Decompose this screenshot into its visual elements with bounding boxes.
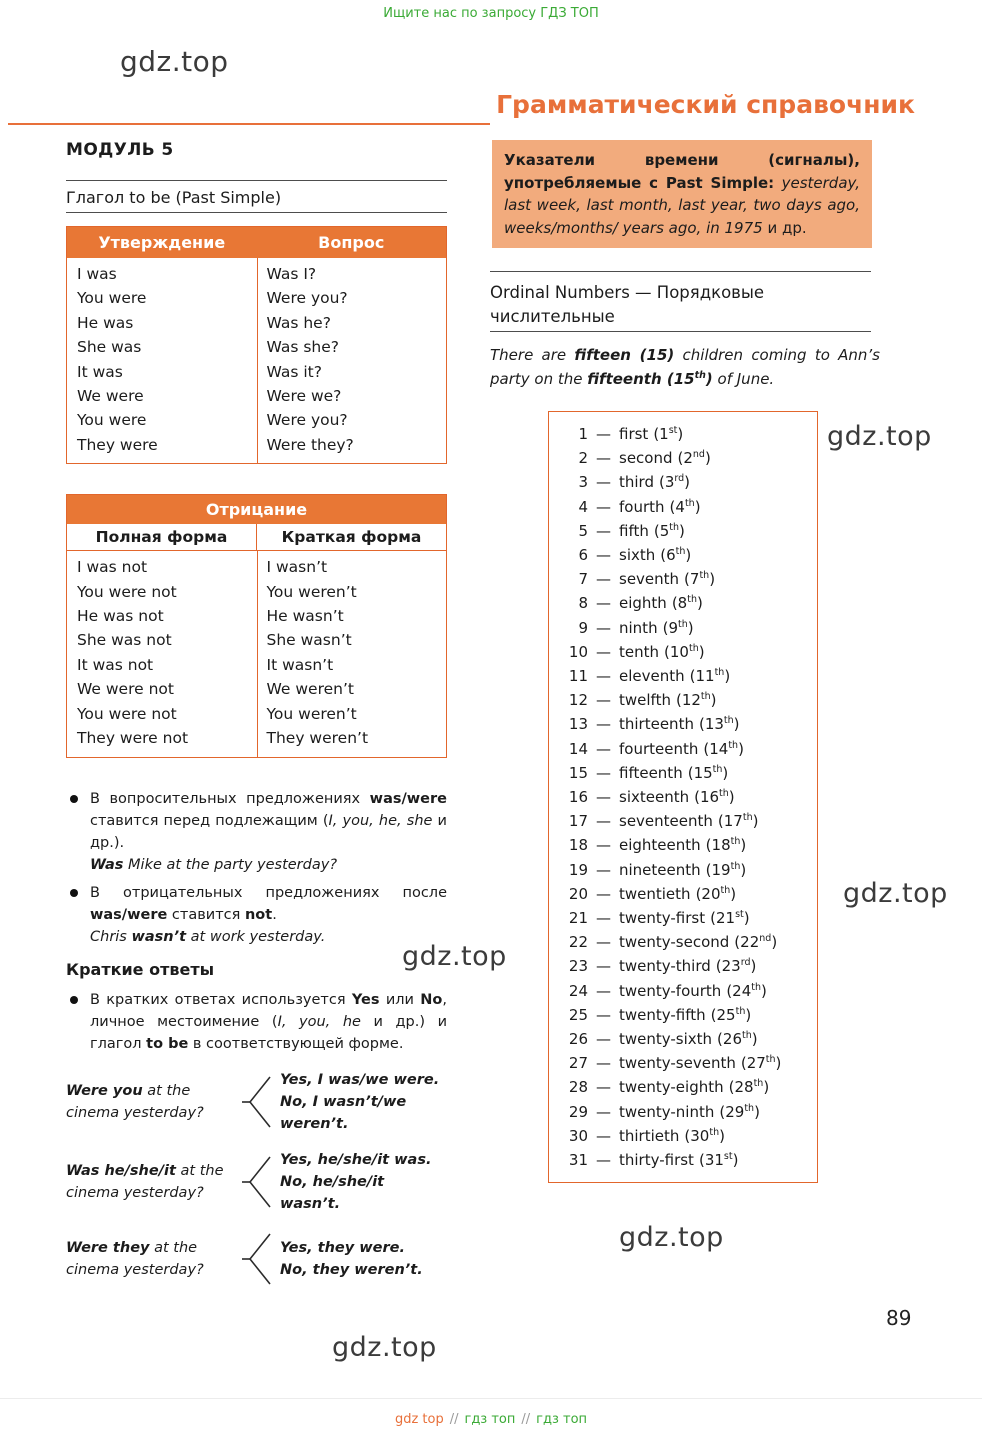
note-negations bbox=[66, 882, 447, 948]
ordinal-item bbox=[562, 954, 805, 978]
ordinal-number: 23 bbox=[568, 957, 588, 976]
module-title: МОДУЛЬ 5 bbox=[66, 140, 174, 160]
short-form-cell: We weren’t bbox=[266, 680, 354, 699]
short-form-cell: You weren’t bbox=[266, 582, 357, 601]
watermark-gdz-right-2: gdz.top bbox=[843, 878, 948, 909]
page-title: Грамматический справочник bbox=[496, 90, 915, 119]
qa-block-you bbox=[66, 1069, 447, 1135]
ordinal-item bbox=[562, 906, 805, 930]
ordinal-number: 5 bbox=[578, 521, 588, 540]
bullet-icon bbox=[70, 889, 78, 897]
ordinal-item bbox=[562, 1148, 805, 1172]
dash: — bbox=[596, 812, 611, 831]
ordinal-item bbox=[562, 446, 805, 470]
qa-block-they bbox=[66, 1229, 447, 1289]
table-subheader-row bbox=[67, 524, 446, 551]
dash: — bbox=[596, 957, 611, 976]
ordinal-word: eighth (8th) bbox=[619, 594, 703, 613]
dash: — bbox=[596, 715, 611, 734]
ordinal-word: twenty-second (22nd) bbox=[619, 933, 778, 952]
section-title: Глагол to be (Past Simple) bbox=[66, 188, 282, 207]
ordinal-item bbox=[562, 761, 805, 785]
dash: — bbox=[596, 473, 611, 492]
ordinal-number: 21 bbox=[568, 909, 588, 928]
statement-cell: You were bbox=[77, 289, 147, 308]
ordinal-item bbox=[562, 737, 805, 761]
divider-line bbox=[490, 331, 871, 332]
note-text: В кратких ответах используется Yes или No, личное местоимение (I, you, he и др.) и глагол to be в соответствующей форме. bbox=[90, 991, 448, 1052]
dash: — bbox=[596, 1126, 611, 1145]
brace-icon bbox=[242, 1072, 272, 1132]
negation-table-body bbox=[67, 551, 446, 756]
ordinal-word: sixteenth (16th) bbox=[619, 788, 735, 807]
ordinal-word: twentieth (20th) bbox=[619, 884, 737, 903]
ordinal-item bbox=[562, 470, 805, 494]
watermark-gdz-bottom-mid: gdz.top bbox=[619, 1222, 724, 1253]
ordinal-number: 12 bbox=[568, 691, 588, 710]
footer-link-gdz-top[interactable]: gdz top bbox=[394, 1412, 444, 1427]
ordinal-item bbox=[562, 567, 805, 591]
dash: — bbox=[596, 860, 611, 879]
ordinal-item bbox=[562, 422, 805, 446]
ordinal-number: 11 bbox=[568, 667, 588, 686]
dash: — bbox=[596, 1054, 611, 1073]
ordinal-number: 10 bbox=[568, 642, 588, 661]
ordinal-word: fifteenth (15th) bbox=[619, 763, 729, 782]
ordinal-item bbox=[562, 1124, 805, 1148]
ordinal-item bbox=[562, 495, 805, 519]
ordinal-word: fourth (4th) bbox=[619, 497, 701, 516]
ordinal-item bbox=[562, 1051, 805, 1075]
footer-links bbox=[0, 1412, 982, 1427]
dash: — bbox=[596, 1005, 611, 1024]
dash: — bbox=[596, 981, 611, 1000]
ordinal-word: twelfth (12th) bbox=[619, 691, 717, 710]
dash: — bbox=[596, 1102, 611, 1121]
dash: — bbox=[596, 739, 611, 758]
short-answers-title: Краткие ответы bbox=[66, 959, 215, 979]
dash: — bbox=[596, 763, 611, 782]
ordinal-item bbox=[562, 688, 805, 712]
ordinal-word: seventh (7th) bbox=[619, 570, 716, 589]
statement-question-table bbox=[66, 226, 447, 464]
ordinal-word: ninth (9th) bbox=[619, 618, 694, 637]
footer-separator: // bbox=[449, 1412, 459, 1427]
short-form-cell: You weren’t bbox=[266, 704, 357, 723]
ordinal-number: 24 bbox=[568, 981, 588, 1000]
question-text: Were they at the cinema yesterday? bbox=[66, 1239, 204, 1278]
ordinal-number: 31 bbox=[568, 1151, 588, 1170]
full-form-cell: He was not bbox=[77, 607, 164, 626]
ordinal-item bbox=[562, 664, 805, 688]
bullet-icon bbox=[70, 795, 78, 803]
dash: — bbox=[596, 449, 611, 468]
ordinal-item bbox=[562, 591, 805, 615]
watermark-gdz-right-1: gdz.top bbox=[827, 421, 932, 452]
watermark-gdz-center: gdz.top bbox=[402, 941, 507, 972]
qa-block-he-she-it bbox=[66, 1149, 447, 1215]
column-divider bbox=[257, 258, 259, 463]
ordinal-number: 26 bbox=[568, 1030, 588, 1049]
divider-line bbox=[66, 212, 447, 213]
ordinal-word: eleventh (11th) bbox=[619, 667, 731, 686]
question-cell: Was he? bbox=[266, 313, 331, 332]
dash: — bbox=[596, 884, 611, 903]
full-form-cell: You were not bbox=[77, 582, 177, 601]
question-cell: Was she? bbox=[266, 338, 339, 357]
brace-icon bbox=[242, 1152, 272, 1212]
ordinal-item bbox=[562, 858, 805, 882]
ordinal-item bbox=[562, 640, 805, 664]
ordinal-number: 1 bbox=[578, 425, 588, 443]
statement-cell: It was bbox=[77, 362, 123, 381]
column-header-full-form: Полная форма bbox=[67, 524, 257, 550]
ordinal-numbers-heading: Ordinal Numbers — Порядковые числительные bbox=[490, 283, 765, 326]
column-header-short-form: Краткая форма bbox=[281, 528, 422, 547]
question-text: Was he/she/it at the cinema yesterday? bbox=[66, 1162, 224, 1201]
question-cell: Were you? bbox=[266, 411, 348, 430]
ordinal-word: nineteenth (19th) bbox=[619, 860, 747, 879]
footer-divider bbox=[0, 1398, 982, 1399]
ordinal-number: 8 bbox=[578, 594, 588, 613]
footer-link-gdz-top-ru-2[interactable]: гдз топ bbox=[536, 1412, 588, 1427]
ordinal-word: second (2nd) bbox=[619, 449, 711, 468]
note-questions bbox=[66, 788, 447, 876]
note-short-answers bbox=[66, 989, 447, 1055]
full-form-cell: You were not bbox=[77, 704, 177, 723]
ordinal-word: thirty-first (31st) bbox=[619, 1151, 739, 1170]
full-form-cell: It was not bbox=[77, 655, 154, 674]
grammar-notes bbox=[66, 788, 447, 948]
ordinal-word: tenth (10th) bbox=[619, 642, 705, 661]
answer-text: Yes, they were. No, they weren’t. bbox=[280, 1239, 423, 1278]
dash: — bbox=[596, 691, 611, 710]
ordinal-word: first (1st) bbox=[619, 425, 684, 443]
statement-cell: I was bbox=[77, 265, 117, 283]
ordinal-number: 15 bbox=[568, 763, 588, 782]
dash: — bbox=[596, 836, 611, 855]
negation-table bbox=[66, 494, 447, 757]
ordinal-item bbox=[562, 616, 805, 640]
full-form-cell: She was not bbox=[77, 631, 172, 650]
statement-cell: She was bbox=[77, 338, 142, 357]
dash: — bbox=[596, 1030, 611, 1049]
statement-cell: They were bbox=[77, 435, 158, 454]
dash: — bbox=[596, 546, 611, 565]
short-form-cell: It wasn’t bbox=[266, 655, 334, 674]
top-search-note: Ищите нас по запросу ГДЗ ТОП bbox=[383, 6, 599, 21]
answer-text: Yes, I was/we were. No, I wasn’t/we weren’t. bbox=[280, 1071, 440, 1132]
ordinal-number: 28 bbox=[568, 1078, 588, 1097]
ordinal-word: sixth (6th) bbox=[619, 546, 692, 565]
footer-link-gdz-top-ru-1[interactable]: гдз топ bbox=[464, 1412, 516, 1427]
ordinal-item bbox=[562, 1075, 805, 1099]
answer-text: Yes, he/she/it was. No, he/she/it wasn’t. bbox=[280, 1151, 432, 1212]
dash: — bbox=[596, 1078, 611, 1097]
divider-line bbox=[490, 271, 871, 272]
ordinal-number: 19 bbox=[568, 860, 588, 879]
question-cell: Was it? bbox=[266, 362, 322, 381]
statement-cell: You were bbox=[77, 411, 147, 430]
ordinal-example-sentence: There are fifteen (15) children coming to Ann’s party on the fifteenth (15th) of June. bbox=[490, 346, 880, 388]
ordinal-item bbox=[562, 979, 805, 1003]
statement-cell: He was bbox=[77, 313, 134, 332]
question-text: Were you at the cinema yesterday? bbox=[66, 1082, 204, 1121]
ordinal-number: 9 bbox=[578, 618, 588, 637]
question-cell: Were we? bbox=[266, 387, 342, 406]
ordinal-word: twenty-first (21st) bbox=[619, 909, 750, 928]
ordinal-word: fifth (5th) bbox=[619, 521, 685, 540]
ordinal-number: 17 bbox=[568, 812, 588, 831]
ordinal-number: 16 bbox=[568, 788, 588, 807]
dash: — bbox=[596, 521, 611, 540]
ordinal-item bbox=[562, 930, 805, 954]
time-markers-box: Указатели времени (сигналы), употребляемые с Past Simple: yesterday, last week, last month, last year, two days ago, weeks/months/ years ago, in 1975 и др. bbox=[492, 140, 872, 248]
ordinal-word: fourteenth (14th) bbox=[619, 739, 744, 758]
column-header-question: Вопрос bbox=[318, 233, 385, 252]
ordinal-item bbox=[562, 809, 805, 833]
ordinal-item bbox=[562, 712, 805, 736]
ordinal-number: 30 bbox=[568, 1126, 588, 1145]
ordinal-numbers-list bbox=[548, 411, 818, 1183]
ordinal-number: 3 bbox=[578, 473, 588, 492]
column-divider bbox=[257, 551, 259, 756]
ordinal-item bbox=[562, 1100, 805, 1124]
short-form-cell: They weren’t bbox=[266, 729, 369, 748]
ordinal-number: 25 bbox=[568, 1005, 588, 1024]
short-form-cell: She wasn’t bbox=[266, 631, 352, 650]
dash: — bbox=[596, 788, 611, 807]
dash: — bbox=[596, 570, 611, 589]
ordinal-item bbox=[562, 519, 805, 543]
ordinal-word: twenty-eighth (28th) bbox=[619, 1078, 770, 1097]
ordinal-word: twenty-seventh (27th) bbox=[619, 1054, 782, 1073]
ordinal-item bbox=[562, 1003, 805, 1027]
statement-table-body bbox=[67, 258, 446, 463]
ordinal-number: 27 bbox=[568, 1054, 588, 1073]
ordinal-number: 4 bbox=[578, 497, 588, 516]
ordinal-word: thirteenth (13th) bbox=[619, 715, 740, 734]
dash: — bbox=[596, 618, 611, 637]
title-underline bbox=[8, 123, 490, 125]
note-text: В отрицательных предложениях после was/were ставится not. Chris wasn’t at work yesterday. bbox=[90, 884, 447, 945]
full-form-cell: I was not bbox=[77, 558, 148, 577]
ordinal-word: twenty-third (23rd) bbox=[619, 957, 757, 976]
short-form-cell: I wasn’t bbox=[266, 558, 328, 577]
ordinal-word: thirtieth (30th) bbox=[619, 1126, 725, 1145]
full-form-cell: They were not bbox=[77, 729, 189, 748]
dash: — bbox=[596, 642, 611, 661]
watermark-gdz-top-left: gdz.top bbox=[120, 45, 229, 78]
ordinal-item bbox=[562, 785, 805, 809]
ordinal-number: 22 bbox=[568, 933, 588, 952]
ordinal-word: seventeenth (17th) bbox=[619, 812, 759, 831]
ordinal-word: twenty-sixth (26th) bbox=[619, 1030, 758, 1049]
watermark-gdz-bottom: gdz.top bbox=[332, 1332, 437, 1363]
ordinal-number: 7 bbox=[578, 570, 588, 589]
dash: — bbox=[596, 667, 611, 686]
ordinal-number: 13 bbox=[568, 715, 588, 734]
divider-line bbox=[66, 180, 447, 181]
statement-cell: We were bbox=[77, 387, 144, 406]
ordinal-item bbox=[562, 543, 805, 567]
ordinal-number: 2 bbox=[578, 449, 588, 468]
brace-icon bbox=[242, 1229, 272, 1289]
ordinal-number: 14 bbox=[568, 739, 588, 758]
ordinal-word: twenty-ninth (29th) bbox=[619, 1102, 760, 1121]
ordinal-number: 29 bbox=[568, 1102, 588, 1121]
ordinal-word: eighteenth (18th) bbox=[619, 836, 747, 855]
table-header-row bbox=[67, 227, 446, 258]
ordinal-number: 20 bbox=[568, 884, 588, 903]
dash: — bbox=[596, 497, 611, 516]
dash: — bbox=[596, 425, 611, 443]
ordinal-item bbox=[562, 882, 805, 906]
ordinal-number: 6 bbox=[578, 546, 588, 565]
ordinal-number: 18 bbox=[568, 836, 588, 855]
footer-separator: // bbox=[521, 1412, 531, 1427]
column-header-statement: Утверждение bbox=[98, 233, 226, 252]
short-form-cell: He wasn’t bbox=[266, 607, 344, 626]
ordinal-item bbox=[562, 1027, 805, 1051]
question-cell: Were they? bbox=[266, 435, 354, 454]
page-number: 89 bbox=[886, 1306, 912, 1330]
ordinal-item bbox=[562, 833, 805, 857]
dash: — bbox=[596, 594, 611, 613]
bullet-icon bbox=[70, 996, 78, 1004]
ordinal-word: third (3rd) bbox=[619, 473, 691, 492]
question-cell: Were you? bbox=[266, 289, 348, 308]
negation-table-title: Отрицание bbox=[67, 495, 446, 524]
dash: — bbox=[596, 1151, 611, 1170]
full-form-cell: We were not bbox=[77, 680, 174, 699]
left-column bbox=[66, 140, 447, 1289]
ordinal-word: twenty-fourth (24th) bbox=[619, 981, 767, 1000]
ordinal-word: twenty-fifth (25th) bbox=[619, 1005, 752, 1024]
note-text: В вопросительных предложениях was/were ставится перед подлежащим (I, you, he, she и др.). Was Mike at the party yesterday? bbox=[90, 790, 447, 873]
question-cell: Was I? bbox=[266, 265, 317, 283]
dash: — bbox=[596, 933, 611, 952]
dash: — bbox=[596, 909, 611, 928]
